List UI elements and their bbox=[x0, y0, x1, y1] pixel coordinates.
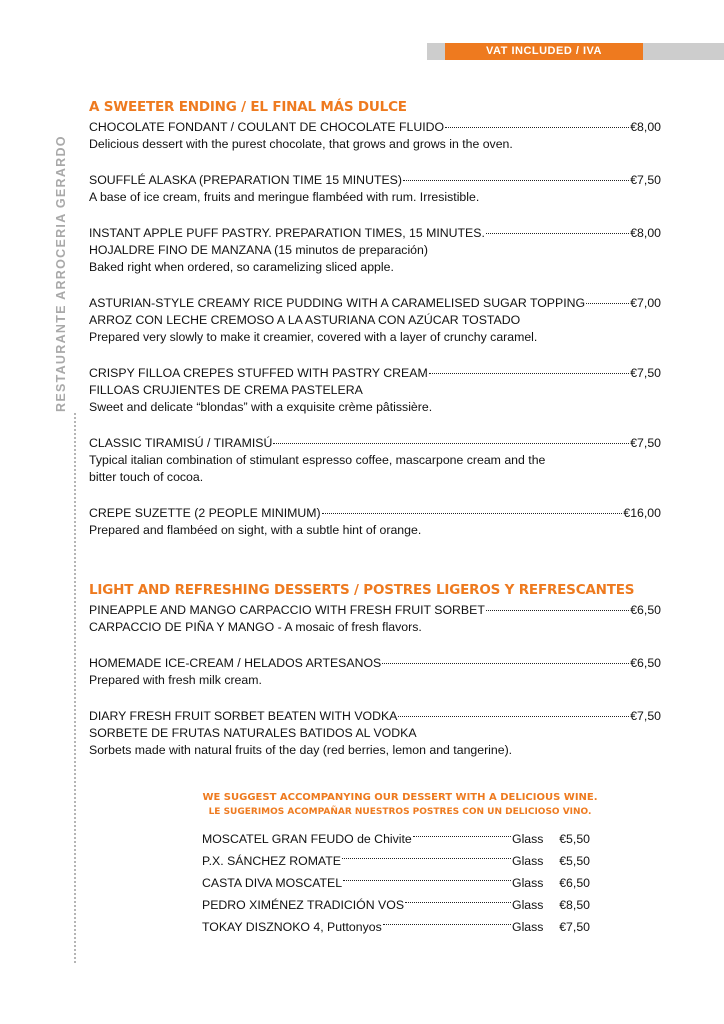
item-description: bitter touch of cocoa. bbox=[89, 470, 204, 484]
item-name: CHOCOLATE FONDANT / COULANT DE CHOCOLATE FLUIDO bbox=[89, 120, 445, 134]
item-name: SOUFFLÉ ALASKA (PREPARATION TIME 15 MINUTES) bbox=[89, 173, 402, 187]
item-description: Prepared with fresh milk cream. bbox=[89, 673, 262, 687]
dot-leader bbox=[343, 867, 511, 881]
wine-name: PEDRO XIMÉNEZ TRADICIÓN VOS bbox=[202, 898, 405, 912]
dot-leader bbox=[403, 167, 629, 181]
dot-leader bbox=[429, 360, 630, 374]
wine-unit: Glass bbox=[512, 876, 544, 890]
item-description: Sweet and delicate “blondas” with a exquisite crème pâtissière. bbox=[89, 400, 433, 414]
item-price: €8,00 bbox=[630, 226, 661, 240]
menu-item bbox=[89, 117, 661, 153]
item-description: Prepared very slowly to make it creamier, covered with a layer of crunchy caramel. bbox=[89, 330, 538, 344]
wine-item bbox=[202, 916, 590, 938]
item-price: €16,00 bbox=[623, 506, 661, 520]
dot-leader bbox=[413, 823, 511, 837]
item-spanish-name: HOJALDRE FINO DE MANZANA (15 minutos de preparación) bbox=[89, 243, 428, 257]
section-title: A SWEETER ENDING / EL FINAL MÁS DULCE bbox=[89, 99, 407, 115]
wine-suggestion-heading-es: LE SUGERIMOS ACOMPAÑAR NUESTROS POSTRES CON UN DELICIOSO VINO. bbox=[208, 807, 592, 817]
wine-unit: Glass bbox=[512, 832, 544, 846]
wine-item bbox=[202, 872, 590, 894]
item-description: Sorbets made with natural fruits of the day (red berries, lemon and tangerine). bbox=[89, 743, 513, 757]
dot-leader bbox=[342, 845, 511, 859]
item-description: A base of ice cream, fruits and meringue flambéed with rum. Irresistible. bbox=[89, 190, 480, 204]
wine-unit: Glass bbox=[512, 854, 544, 868]
item-name: CRISPY FILLOA CREPES STUFFED WITH PASTRY CREAM bbox=[89, 366, 428, 380]
wine-suggestion bbox=[190, 790, 610, 938]
item-description: Delicious dessert with the purest chocolate, that grows and grows in the oven. bbox=[89, 137, 513, 151]
dot-leader bbox=[273, 430, 629, 444]
item-price: €7,50 bbox=[630, 366, 661, 380]
wine-unit: Glass bbox=[512, 920, 544, 934]
dot-leader bbox=[383, 911, 511, 925]
side-dotted-line bbox=[74, 413, 76, 963]
menu-item bbox=[89, 600, 661, 636]
item-name: ASTURIAN-STYLE CREAMY RICE PUDDING WITH A CARAMELISED SUGAR TOPPING bbox=[89, 296, 586, 310]
item-description: Baked right when ordered, so caramelizing sliced apple. bbox=[89, 260, 394, 274]
dot-leader bbox=[405, 889, 511, 903]
wine-name: MOSCATEL GRAN FEUDO de Chivite bbox=[202, 832, 412, 846]
dot-leader bbox=[382, 650, 629, 664]
menu-item bbox=[89, 706, 661, 759]
item-name: DIARY FRESH FRUIT SORBET BEATEN WITH VODKA bbox=[89, 709, 398, 723]
dot-leader bbox=[398, 703, 629, 717]
vat-bar bbox=[427, 43, 724, 60]
dot-leader bbox=[445, 114, 629, 128]
dot-leader bbox=[486, 597, 629, 611]
menu-item bbox=[89, 503, 661, 539]
wine-name: P.X. SÁNCHEZ ROMATE bbox=[202, 854, 341, 868]
dot-leader bbox=[322, 500, 623, 514]
item-spanish-name: SORBETE DE FRUTAS NATURALES BATIDOS AL VODKA bbox=[89, 726, 417, 740]
item-spanish-name: ARROZ CON LECHE CREMOSO A LA ASTURIANA CON AZÚCAR TOSTADO bbox=[89, 313, 521, 327]
item-price: €6,50 bbox=[630, 603, 661, 617]
vat-label: VAT INCLUDED / IVA bbox=[445, 43, 643, 60]
item-name: INSTANT APPLE PUFF PASTRY. PREPARATION TIMES, 15 MINUTES. bbox=[89, 226, 485, 240]
wine-name: TOKAY DISZNOKO 4, Puttonyos bbox=[202, 920, 382, 934]
menu-item bbox=[89, 223, 661, 276]
menu-item bbox=[89, 363, 661, 416]
wine-price: €7,50 bbox=[559, 920, 590, 934]
menu-section-light-desserts bbox=[89, 580, 661, 759]
menu-item bbox=[89, 433, 661, 486]
dot-leader bbox=[486, 220, 629, 234]
wine-price: €8,50 bbox=[559, 898, 590, 912]
item-description: Prepared and flambéed on sight, with a subtle hint of orange. bbox=[89, 523, 422, 537]
section-title: LIGHT AND REFRESHING DESSERTS / POSTRES LIGEROS Y REFRESCANTES bbox=[89, 582, 635, 598]
item-name: CREPE SUZETTE (2 PEOPLE MINIMUM) bbox=[89, 506, 321, 520]
item-name: HOMEMADE ICE-CREAM / HELADOS ARTESANOS bbox=[89, 656, 382, 670]
item-description: Typical italian combination of stimulant espresso coffee, mascarpone cream and the bbox=[89, 453, 546, 467]
item-price: €6,50 bbox=[630, 656, 661, 670]
wine-unit: Glass bbox=[512, 898, 544, 912]
item-spanish-name: FILLOAS CRUJIENTES DE CREMA PASTELERA bbox=[89, 383, 363, 397]
side-brand-text: RESTAURANTE ARROCERIA GERARDO bbox=[54, 135, 68, 412]
menu-item bbox=[89, 293, 661, 346]
item-price: €7,50 bbox=[630, 436, 661, 450]
wine-name: CASTA DIVA MOSCATEL bbox=[202, 876, 343, 890]
item-price: €8,00 bbox=[630, 120, 661, 134]
menu-item bbox=[89, 170, 661, 206]
menu-item bbox=[89, 653, 661, 689]
item-price: €7,00 bbox=[630, 296, 661, 310]
item-name: PINEAPPLE AND MANGO CARPACCIO WITH FRESH FRUIT SORBET bbox=[89, 603, 485, 617]
wine-list bbox=[202, 828, 590, 938]
item-price: €7,50 bbox=[630, 173, 661, 187]
item-name: CLASSIC TIRAMISÚ / TIRAMISÚ bbox=[89, 436, 273, 450]
menu-section-sweeter-ending bbox=[89, 97, 661, 539]
dot-leader bbox=[586, 290, 629, 304]
item-description: CARPACCIO DE PIÑA Y MANGO - A mosaic of fresh flavors. bbox=[89, 620, 422, 634]
wine-suggestion-heading-en: WE SUGGEST ACCOMPANYING OUR DESSERT WITH A DELICIOUS WINE. bbox=[202, 792, 598, 803]
item-price: €7,50 bbox=[630, 709, 661, 723]
wine-price: €5,50 bbox=[559, 832, 590, 846]
wine-price: €6,50 bbox=[559, 876, 590, 890]
menu-content bbox=[89, 97, 661, 759]
wine-price: €5,50 bbox=[559, 854, 590, 868]
